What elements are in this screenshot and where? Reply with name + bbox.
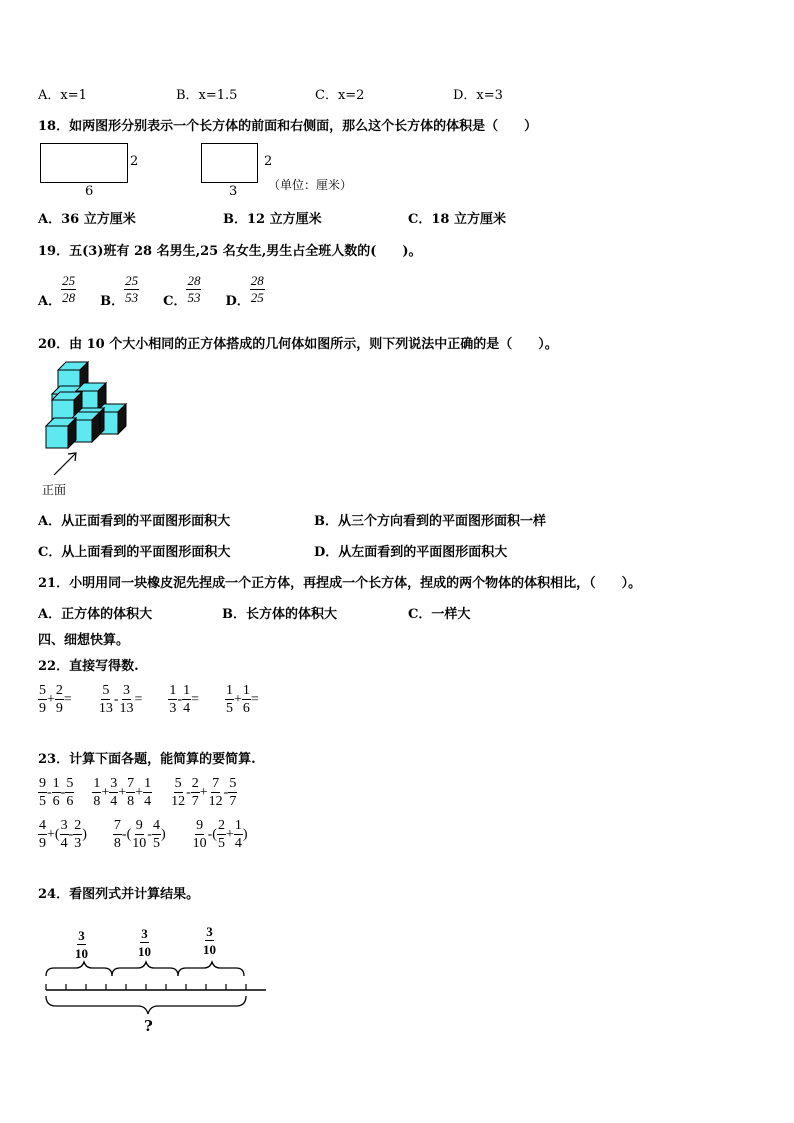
numerator: 7 [113,818,121,833]
operator: - [113,691,119,707]
operator: ( [126,826,132,842]
denominator: 8 [113,836,121,851]
fraction [98,683,114,716]
operator: - [147,826,152,842]
numerator: 5 [66,776,74,791]
denominator: 3 [74,836,82,851]
denominator: 5 [152,836,160,851]
numerator: 3 [122,683,130,698]
top-brace-1 [46,962,112,976]
q20-option-d: D．从左面看到的平面图形面积大 [314,545,508,560]
cube [46,418,76,448]
numerator: 4 [152,818,160,833]
q18-unit-label: （单位：厘米） [268,178,353,192]
denominator: 12 [208,794,223,809]
q20-question: 20．由 10 个大小相同的正方体搭成的几何体如图所示，则下列说法中正确的是（ ）。 [38,337,558,352]
q17-option-b: B．x=1.5 [176,88,238,103]
denominator: 6 [66,794,74,809]
numerator: 3 [110,776,118,791]
numerator: 1 [234,818,242,833]
denominator: 4 [144,794,152,809]
q18-rect1-bottom-label: 6 [85,184,94,199]
q19-option-b-label: B． [100,294,125,309]
fraction [191,776,200,809]
fraction [73,818,82,851]
operator: - [186,784,191,800]
numerator: 1 [93,776,101,791]
operator: ) [160,826,166,842]
denominator: 3 [169,701,177,716]
q23-expression [38,776,74,809]
q18-option-a: A．36 立方厘米 [38,212,136,227]
section-four-heading: 四、细想快算。 [38,633,130,648]
fraction [74,928,89,961]
fraction [38,818,47,851]
q18-rect2-side-label: 2 [264,154,273,169]
denominator: 6 [52,794,60,809]
q20-option-b: B．从三个方向看到的平面图形面积一样 [314,514,546,529]
fraction [182,683,191,716]
q19-option-a-label: A． [38,294,62,309]
top-brace-3 [178,962,244,976]
fraction [208,776,224,809]
operator: ) [82,826,87,842]
q18-front-rect [40,143,128,183]
q20-front-label: 正面 [42,483,67,497]
fraction [126,776,135,809]
denominator: 5 [225,701,233,716]
fraction [217,818,226,851]
q24-seg3-fraction [202,924,217,957]
q22-expressions [38,683,259,716]
q23-question: 23．计算下面各题，能简算的要简算. [38,752,256,767]
operator: + [101,784,110,800]
numerator: 2 [74,818,82,833]
q23-expression [170,776,237,809]
fraction [60,818,69,851]
fraction [152,818,161,851]
q24-segment-diagram [38,958,270,1038]
denominator: 9 [39,836,46,851]
numerator: 5 [102,683,110,698]
operator: - [207,826,213,842]
denominator: 25 [250,290,264,305]
denominator: 9 [39,701,46,716]
fraction [137,926,152,959]
denominator: 10 [203,942,216,957]
numerator: 9 [39,776,46,791]
numerator: 5 [174,776,182,791]
front-arrow [54,453,76,475]
q22-expression [98,683,143,716]
denominator: 7 [229,794,237,809]
operator: + [225,826,234,842]
numerator: 5 [229,776,237,791]
q19-option-c-fraction [186,274,201,305]
q23-expression [113,818,166,851]
fraction [65,776,74,809]
fraction [38,683,47,716]
operator: - [60,784,66,800]
numerator: 2 [191,776,199,791]
operator: - [121,826,127,842]
operator: ) [242,826,248,842]
denominator: 8 [127,794,135,809]
numerator: 3 [78,928,85,943]
denominator: 5 [39,794,46,809]
q23-row-1 [38,776,237,809]
operator: - [177,691,183,707]
q23-expression [38,818,87,851]
operator: ( [212,826,217,842]
operator: = [250,691,259,707]
fraction [242,683,251,716]
q24-question-mark: ? [144,1017,153,1035]
q18-side-rect [201,143,258,183]
numerator: 1 [144,776,152,791]
cube-stack [46,362,126,448]
fraction [118,683,134,716]
numerator: 5 [39,683,46,698]
denominator: 53 [125,290,139,305]
numerator: 1 [225,683,233,698]
q19-option-a-fraction [61,274,76,305]
number-line-ticks [46,984,246,990]
numerator: 7 [127,776,135,791]
q22-question: 22．直接写得数. [38,659,139,674]
q23-expression [92,776,152,809]
fraction [225,683,234,716]
denominator: 13 [119,701,134,716]
q20-option-c: C．从上面看到的平面图形面积大 [38,545,231,560]
q17-option-d: D．x=3 [453,88,503,103]
fraction [131,818,147,851]
q23-row-2 [38,818,248,851]
fraction [52,776,61,809]
fraction [234,818,243,851]
q17-option-a: A．x=1 [38,88,87,103]
q22-expression [38,683,72,716]
numerator: 25 [125,273,139,288]
q22-expression [168,683,199,716]
numerator: 4 [39,818,46,833]
denominator: 4 [183,701,191,716]
q19-option-c-label: C． [163,294,187,309]
denominator: 6 [242,701,250,716]
operator: = [63,691,72,707]
numerator: 1 [169,683,177,698]
operator: + [118,784,127,800]
fraction [228,776,237,809]
denominator: 8 [93,794,101,809]
denominator: 13 [98,701,113,716]
q20-cube-figure [38,358,138,483]
fraction [38,776,47,809]
q18-rect2-bottom-label: 3 [229,184,238,199]
operator: - [68,826,74,842]
denominator: 4 [60,836,68,851]
operator: ( [54,826,60,842]
bottom-brace [46,996,246,1014]
numerator: 25 [62,273,76,288]
q21-option-b: B．长方体的体积大 [222,607,337,622]
numerator: 1 [242,683,250,698]
operator: - [47,784,52,800]
numerator: 2 [55,683,63,698]
numerator: 9 [135,818,143,833]
q19-option-b-fraction [124,274,139,305]
operator: + [47,826,55,842]
q21-question: 21．小明用同一块橡皮泥先捏成一个正方体，再捏成一个长方体，捏成的两个物体的体积相比，（ ）。 [38,576,642,591]
numerator: 3 [60,818,68,833]
numerator: 3 [206,924,213,939]
operator: + [199,784,208,800]
fraction [192,818,208,851]
denominator: 28 [62,290,76,305]
operator: = [134,691,143,707]
denominator: 10 [132,836,147,851]
q23-expression [192,818,248,851]
numerator: 7 [212,776,220,791]
numerator: 3 [141,926,148,941]
denominator: 9 [55,701,63,716]
fraction [202,924,217,957]
denominator: 10 [192,836,207,851]
denominator: 10 [138,944,151,959]
operator: + [47,691,55,707]
fraction [55,683,64,716]
numerator: 28 [250,273,264,288]
q21-option-a: A．正方体的体积大 [38,607,153,622]
denominator: 4 [110,794,118,809]
cube-front-face [46,426,68,448]
q21-option-c: C．一样大 [408,607,471,622]
fraction [168,683,177,716]
denominator: 12 [171,794,186,809]
numerator: 1 [52,776,60,791]
numerator: 28 [187,273,201,288]
q24-seg1-fraction [74,928,89,961]
denominator: 53 [187,290,201,305]
q18-option-b: B．12 立方厘米 [223,212,322,227]
operator: - [223,784,229,800]
operator: + [233,691,242,707]
q18-question: 18．如两图形分别表示一个长方体的前面和右侧面，那么这个长方体的体积是（ ） [38,119,538,134]
denominator: 7 [191,794,199,809]
fraction [113,818,122,851]
q22-expression [225,683,259,716]
numerator: 9 [196,818,204,833]
numerator: 1 [183,683,191,698]
fraction [170,776,186,809]
q19-question: 19．五(3)班有 28 名男生,25 名女生,男生占全班人数的( )。 [38,244,422,259]
fraction [109,776,118,809]
q24-question: 24．看图列式并计算结果。 [38,887,200,902]
q18-option-c: C．18 立方厘米 [408,212,506,227]
top-brace-2 [112,962,178,976]
denominator: 5 [217,836,225,851]
operator: = [191,691,199,707]
q19-option-d-fraction [250,274,265,305]
operator: + [135,784,144,800]
q19-option-d-label: D． [225,294,250,309]
q17-option-c: C．x=2 [315,88,365,103]
numerator: 2 [217,818,225,833]
q20-option-a: A．从正面看到的平面图形面积大 [38,514,231,529]
denominator: 10 [75,946,88,961]
q24-seg2-fraction [137,926,152,959]
fraction [143,776,152,809]
q18-rect1-side-label: 2 [130,154,139,169]
denominator: 4 [234,836,242,851]
q19-options [38,273,265,309]
fraction [92,776,101,809]
